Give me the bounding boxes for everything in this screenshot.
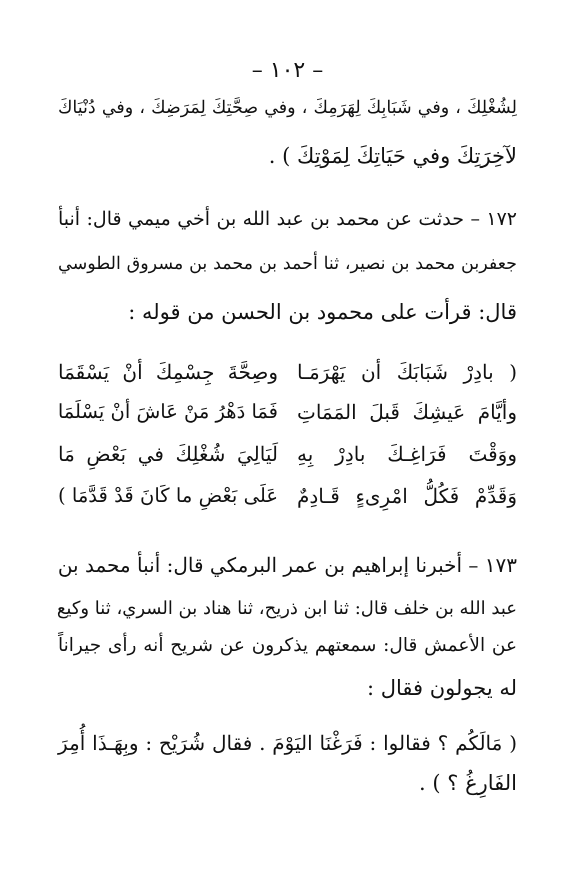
verse-second-hemistich: لَيَالِيَ شُغْلِكَ في بَعْضِ مَا [58, 442, 278, 466]
text-line: له يجولون فقال : [367, 676, 517, 700]
verse-second-hemistich: عَلَى بَعْضِ ما كَانَ قَدْ قَدَّمَا ) [58, 484, 278, 507]
text-line: قال: قرأت على محمود بن الحسن من قوله : [128, 300, 517, 324]
poem-verse [58, 400, 517, 430]
text-line: لآخِرَتِكَ وفي حَيَاتِكَ لِمَوْتِكَ ) . [268, 144, 517, 168]
text-line: لِشُغْلِكَ ، وفي شَبَابِكَ لِهَرَمِكَ ، وفي صِحَّتِكَ لِمَرَضِكَ ، وفي دُنْيَاكَ [58, 98, 517, 118]
poem-verse [58, 360, 517, 390]
verse-second-hemistich: وصِحَّةَ جِسْمِكَ أنْ يَسْقَمَا [58, 360, 278, 384]
poem-verse [58, 442, 517, 472]
verse-first-hemistich: وَقَدِّمْ فَكُلُّ امْرِىءٍ قَـادِمٌ [297, 484, 517, 508]
verse-first-hemistich: ووَقْتَ فَرَاغِـكَ بادِرْ بِهِ [297, 442, 517, 466]
text-line: الفَارِغُ ؟ ) . [419, 771, 517, 795]
text-line: ١٧٢ – حدثت عن محمد بن عبد الله بن أخي ميمي قال: أنبأ [58, 208, 517, 230]
page-number: – ١٠٢ – [251, 58, 324, 83]
text-line: عن الأعمش قال: سمعتهم يذكرون عن شريح أنه رأى جيراناً [58, 635, 517, 656]
text-line: ( مَالَكُم ؟ فقالوا : فَرَغْنَا اليَوْمَ . فقال شُرَيْح : وبِهَـذَا أُمِرَ [58, 731, 517, 755]
text-line: ١٧٣ – أخبرنا إبراهيم بن عمر البرمكي قال: أنبأ محمد بن [57, 553, 517, 577]
verse-second-hemistich: فَمَا دَهْرُ مَنْ عَاشَ أنْ يَسْلَمَا [57, 400, 278, 423]
poem-verse [58, 484, 517, 514]
verse-first-hemistich: وأيَّامَ عَيشِكَ قَبلَ المَمَاتِ [297, 400, 517, 424]
text-line: عبد الله بن خلف قال: ثنا ابن ذريح، ثنا هناد بن السري، ثنا وكيع [56, 598, 517, 619]
text-line: جعفربن محمد بن نصير، ثنا أحمد بن محمد بن مسروق الطوسي [58, 254, 517, 274]
verse-first-hemistich: ( بادِرْ شَبَابَكَ أن يَهْرَمَـا [297, 360, 517, 384]
